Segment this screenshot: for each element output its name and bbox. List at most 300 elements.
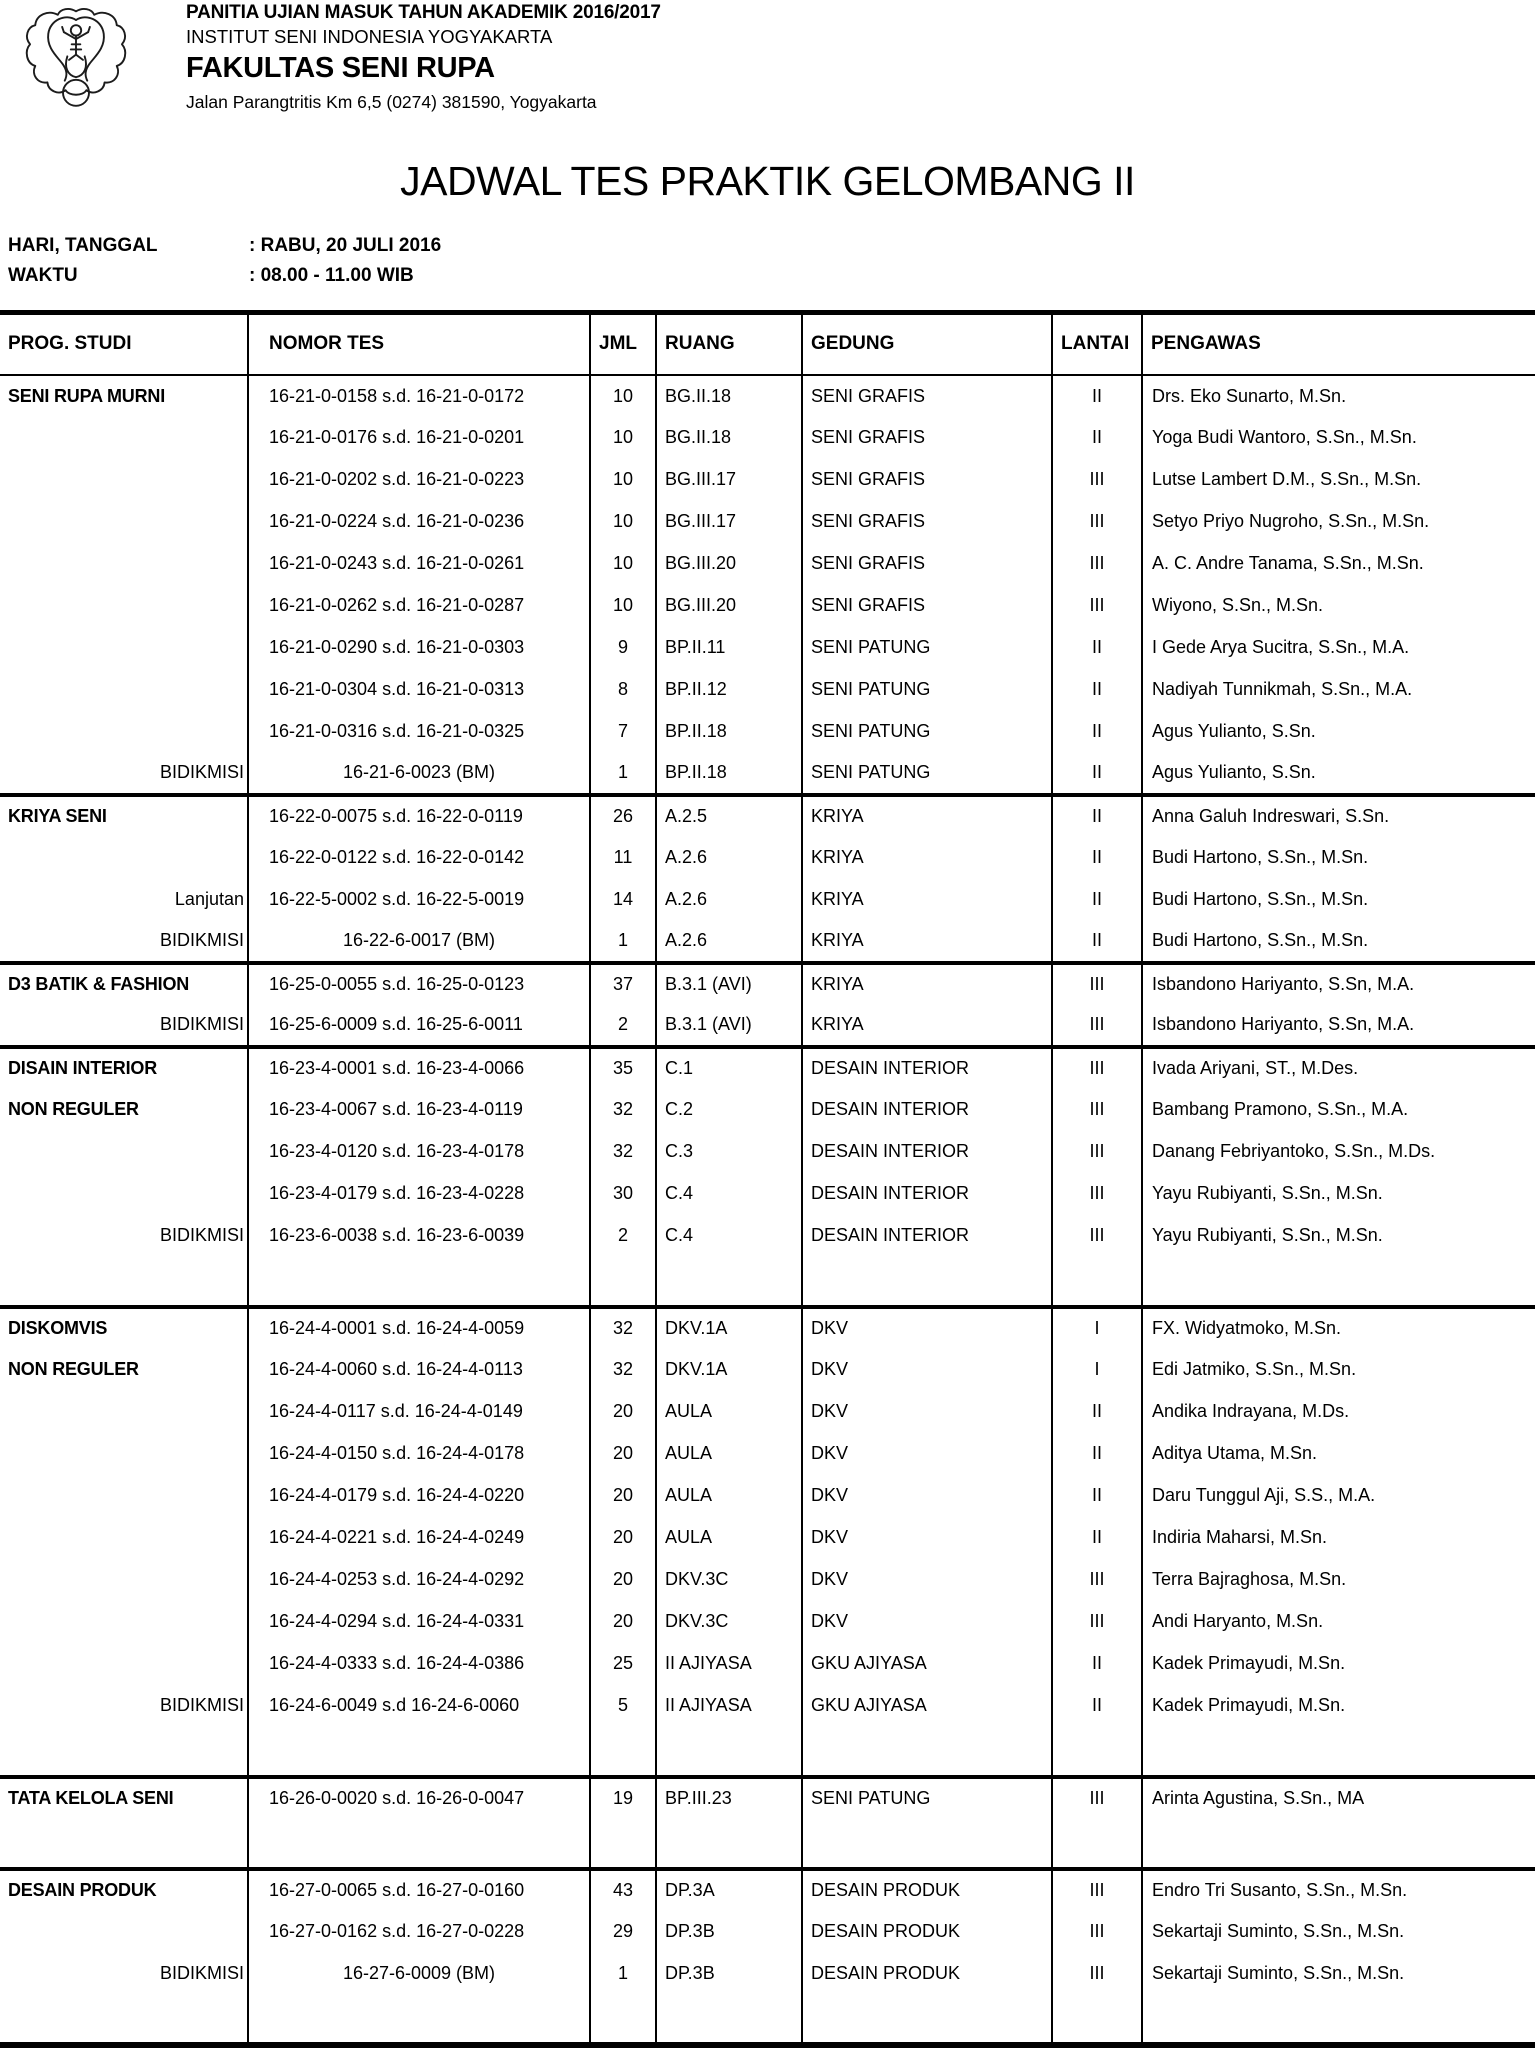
cell-ruang: BG.III.20 xyxy=(656,585,802,627)
time-label: WAKTU xyxy=(8,265,78,286)
cell-prog-studi: DESAIN PRODUK xyxy=(8,1880,157,1900)
cell-prog-studi xyxy=(0,1643,248,1685)
cell-gedung: DESAIN INTERIOR xyxy=(802,1131,1052,1173)
cell-lantai: III xyxy=(1052,585,1142,627)
info-row-time xyxy=(0,261,1535,291)
cell-ruang: C.3 xyxy=(656,1131,802,1173)
cell-lantai: III xyxy=(1052,1131,1142,1173)
spacer-cell xyxy=(590,1257,656,1307)
cell-jml: 2 xyxy=(590,1005,656,1047)
cell-nomor-tes: 16-21-0-0290 s.d. 16-21-0-0303 xyxy=(248,627,590,669)
cell-lantai: II xyxy=(1052,879,1142,921)
cell-jml: 20 xyxy=(590,1601,656,1643)
spacer-cell xyxy=(656,1257,802,1307)
cell-gedung: KRIYA xyxy=(802,837,1052,879)
cell-lantai: II xyxy=(1052,837,1142,879)
cell-jml: 10 xyxy=(590,501,656,543)
cell-ruang: C.4 xyxy=(656,1173,802,1215)
section-tata-kelola-seni xyxy=(0,1777,1535,1869)
cell-pengawas: Aditya Utama, M.Sn. xyxy=(1142,1433,1535,1475)
cell-pengawas: Isbandono Hariyanto, S.Sn, M.A. xyxy=(1142,963,1535,1005)
cell-prog-studi xyxy=(0,417,248,459)
section-kriya-seni xyxy=(0,795,1535,963)
cell-nomor-tes: 16-24-4-0117 s.d. 16-24-4-0149 xyxy=(248,1391,590,1433)
spacer-cell xyxy=(0,1727,248,1777)
spacer-cell xyxy=(1142,1727,1535,1777)
cell-pengawas: Setyo Priyo Nugroho, S.Sn., M.Sn. xyxy=(1142,501,1535,543)
cell-lantai: I xyxy=(1052,1349,1142,1391)
spacer-cell xyxy=(248,1819,590,1869)
cell-gedung: DKV xyxy=(802,1475,1052,1517)
table-row xyxy=(0,1643,1535,1685)
cell-ruang: A.2.6 xyxy=(656,879,802,921)
cell-lantai: III xyxy=(1052,1215,1142,1257)
table-row xyxy=(0,417,1535,459)
cell-ruang: BP.II.11 xyxy=(656,627,802,669)
cell-lantai: II xyxy=(1052,1643,1142,1685)
cell-jml: 30 xyxy=(590,1173,656,1215)
cell-ruang: A.2.5 xyxy=(656,795,802,837)
cell-gedung: SENI GRAFIS xyxy=(802,543,1052,585)
cell-pengawas: Daru Tunggul Aji, S.S., M.A. xyxy=(1142,1475,1535,1517)
column-header-ruang: RUANG xyxy=(656,313,802,375)
cell-jml: 29 xyxy=(590,1911,656,1953)
cell-nomor-tes: 16-21-0-0316 s.d. 16-21-0-0325 xyxy=(248,711,590,753)
cell-gedung: SENI PATUNG xyxy=(802,711,1052,753)
column-header-jml: JML xyxy=(590,313,656,375)
cell-lantai: III xyxy=(1052,1869,1142,1911)
cell-lantai: III xyxy=(1052,1005,1142,1047)
cell-lantai: II xyxy=(1052,753,1142,795)
cell-ruang: BP.III.23 xyxy=(656,1777,802,1819)
cell-pengawas: Kadek Primayudi, M.Sn. xyxy=(1142,1643,1535,1685)
cell-pengawas: Arinta Agustina, S.Sn., MA xyxy=(1142,1777,1535,1819)
cell-lantai: III xyxy=(1052,543,1142,585)
cell-jml: 11 xyxy=(590,837,656,879)
cell-nomor-tes: 16-21-0-0304 s.d. 16-21-0-0313 xyxy=(248,669,590,711)
table-row xyxy=(0,795,1535,837)
cell-jml: 10 xyxy=(590,417,656,459)
cell-nomor-tes: 16-22-6-0017 (BM) xyxy=(248,921,590,963)
cell-pengawas: Agus Yulianto, S.Sn. xyxy=(1142,753,1535,795)
cell-nomor-tes: 16-21-0-0243 s.d. 16-21-0-0261 xyxy=(248,543,590,585)
section-diskomvis xyxy=(0,1307,1535,1777)
cell-jml: 10 xyxy=(590,543,656,585)
table-row xyxy=(0,375,1535,417)
table-row xyxy=(0,921,1535,963)
spacer-row xyxy=(0,1257,1535,1307)
table-row xyxy=(0,1601,1535,1643)
cell-lantai: II xyxy=(1052,375,1142,417)
cell-lantai: I xyxy=(1052,1307,1142,1349)
cell-lantai: II xyxy=(1052,1391,1142,1433)
cell-gedung: DKV xyxy=(802,1559,1052,1601)
cell-prog-studi xyxy=(0,1173,248,1215)
cell-gedung: DKV xyxy=(802,1433,1052,1475)
cell-nomor-tes: 16-27-6-0009 (BM) xyxy=(248,1953,590,1995)
cell-gedung: DKV xyxy=(802,1517,1052,1559)
cell-jml: 14 xyxy=(590,879,656,921)
spacer-cell xyxy=(1142,1819,1535,1869)
table-row xyxy=(0,837,1535,879)
cell-nomor-tes: 16-24-4-0060 s.d. 16-24-4-0113 xyxy=(248,1349,590,1391)
cell-prog-studi: NON REGULER xyxy=(8,1099,139,1119)
cell-ruang: DKV.1A xyxy=(656,1349,802,1391)
cell-nomor-tes: 16-27-0-0162 s.d. 16-27-0-0228 xyxy=(248,1911,590,1953)
spacer-cell xyxy=(1052,1819,1142,1869)
cell-prog-studi: BIDIKMISI xyxy=(159,1963,244,1983)
cell-prog-studi: BIDIKMISI xyxy=(159,1014,244,1034)
cell-pengawas: Edi Jatmiko, S.Sn., M.Sn. xyxy=(1142,1349,1535,1391)
cell-pengawas: Terra Bajraghosa, M.Sn. xyxy=(1142,1559,1535,1601)
cell-ruang: DKV.3C xyxy=(656,1601,802,1643)
cell-nomor-tes: 16-23-4-0179 s.d. 16-23-4-0228 xyxy=(248,1173,590,1215)
cell-nomor-tes: 16-25-0-0055 s.d. 16-25-0-0123 xyxy=(248,963,590,1005)
table-row xyxy=(0,1215,1535,1257)
cell-ruang: AULA xyxy=(656,1391,802,1433)
cell-jml: 10 xyxy=(590,585,656,627)
cell-pengawas: Isbandono Hariyanto, S.Sn, M.A. xyxy=(1142,1005,1535,1047)
cell-nomor-tes: 16-21-0-0176 s.d. 16-21-0-0201 xyxy=(248,417,590,459)
cell-jml: 32 xyxy=(590,1131,656,1173)
table-row xyxy=(0,1307,1535,1349)
cell-lantai: III xyxy=(1052,963,1142,1005)
table-row xyxy=(0,879,1535,921)
cell-gedung: DESAIN PRODUK xyxy=(802,1911,1052,1953)
cell-prog-studi xyxy=(0,543,248,585)
cell-nomor-tes: 16-25-6-0009 s.d. 16-25-6-0011 xyxy=(248,1005,590,1047)
cell-prog-studi xyxy=(0,501,248,543)
cell-jml: 20 xyxy=(590,1391,656,1433)
cell-prog-studi xyxy=(0,1433,248,1475)
cell-prog-studi xyxy=(0,1911,248,1953)
cell-pengawas: Andi Haryanto, M.Sn. xyxy=(1142,1601,1535,1643)
table-row xyxy=(0,1391,1535,1433)
spacer-cell xyxy=(248,1727,590,1777)
cell-gedung: DESAIN INTERIOR xyxy=(802,1215,1052,1257)
cell-lantai: III xyxy=(1052,501,1142,543)
spacer-cell xyxy=(656,1995,802,2045)
cell-ruang: C.4 xyxy=(656,1215,802,1257)
cell-prog-studi: Lanjutan xyxy=(174,889,244,909)
cell-gedung: KRIYA xyxy=(802,795,1052,837)
cell-prog-studi xyxy=(0,711,248,753)
cell-ruang: A.2.6 xyxy=(656,837,802,879)
isi-yogyakarta-emblem-logo xyxy=(24,6,128,112)
cell-jml: 32 xyxy=(590,1349,656,1391)
cell-lantai: II xyxy=(1052,1475,1142,1517)
cell-lantai: III xyxy=(1052,1601,1142,1643)
column-header-prog-studi: PROG. STUDI xyxy=(8,333,132,355)
cell-gedung: DKV xyxy=(802,1307,1052,1349)
cell-lantai: III xyxy=(1052,1089,1142,1131)
spacer-cell xyxy=(656,1819,802,1869)
spacer-cell xyxy=(248,1995,590,2045)
cell-ruang: C.1 xyxy=(656,1047,802,1089)
cell-ruang: BP.II.12 xyxy=(656,669,802,711)
cell-gedung: SENI GRAFIS xyxy=(802,585,1052,627)
table-row xyxy=(0,1047,1535,1089)
cell-prog-studi xyxy=(0,669,248,711)
spacer-cell xyxy=(590,1819,656,1869)
cell-nomor-tes: 16-23-4-0120 s.d. 16-23-4-0178 xyxy=(248,1131,590,1173)
section-d3-batik-fashion xyxy=(0,963,1535,1047)
cell-pengawas: Endro Tri Susanto, S.Sn., M.Sn. xyxy=(1142,1869,1535,1911)
cell-prog-studi: SENI RUPA MURNI xyxy=(8,385,166,406)
cell-pengawas: Ivada Ariyani, ST., M.Des. xyxy=(1142,1047,1535,1089)
cell-ruang: II AJIYASA xyxy=(656,1643,802,1685)
cell-gedung: DESAIN INTERIOR xyxy=(802,1089,1052,1131)
cell-prog-studi xyxy=(0,1391,248,1433)
cell-ruang: BG.III.17 xyxy=(656,459,802,501)
table-row xyxy=(0,627,1535,669)
cell-ruang: BG.II.18 xyxy=(656,375,802,417)
spacer-cell xyxy=(656,1727,802,1777)
cell-lantai: II xyxy=(1052,1433,1142,1475)
table-row xyxy=(0,1005,1535,1047)
address-line: Jalan Parangtritis Km 6,5 (0274) 381590, Yogyakarta xyxy=(186,92,597,112)
cell-prog-studi: DISAIN INTERIOR xyxy=(8,1058,158,1078)
cell-lantai: II xyxy=(1052,795,1142,837)
cell-gedung: SENI PATUNG xyxy=(802,1777,1052,1819)
cell-prog-studi xyxy=(0,1517,248,1559)
cell-pengawas: Budi Hartono, S.Sn., M.Sn. xyxy=(1142,921,1535,963)
cell-lantai: II xyxy=(1052,627,1142,669)
cell-nomor-tes: 16-24-4-0221 s.d. 16-24-4-0249 xyxy=(248,1517,590,1559)
table-row xyxy=(0,1559,1535,1601)
cell-jml: 10 xyxy=(590,375,656,417)
cell-jml: 10 xyxy=(590,459,656,501)
cell-nomor-tes: 16-23-4-0001 s.d. 16-23-4-0066 xyxy=(248,1047,590,1089)
cell-pengawas: Sekartaji Suminto, S.Sn., M.Sn. xyxy=(1142,1911,1535,1953)
cell-lantai: II xyxy=(1052,921,1142,963)
cell-pengawas: Budi Hartono, S.Sn., M.Sn. xyxy=(1142,837,1535,879)
cell-jml: 43 xyxy=(590,1869,656,1911)
cell-lantai: III xyxy=(1052,1953,1142,1995)
cell-ruang: DKV.3C xyxy=(656,1559,802,1601)
cell-prog-studi: BIDIKMISI xyxy=(159,762,244,782)
cell-nomor-tes: 16-26-0-0020 s.d. 16-26-0-0047 xyxy=(248,1777,590,1819)
cell-nomor-tes: 16-22-0-0075 s.d. 16-22-0-0119 xyxy=(248,795,590,837)
cell-lantai: II xyxy=(1052,669,1142,711)
table-row xyxy=(0,1433,1535,1475)
cell-pengawas: Drs. Eko Sunarto, M.Sn. xyxy=(1142,375,1535,417)
cell-pengawas: Bambang Pramono, S.Sn., M.A. xyxy=(1142,1089,1535,1131)
cell-gedung: SENI PATUNG xyxy=(802,669,1052,711)
spacer-row xyxy=(0,1819,1535,1869)
cell-pengawas: Budi Hartono, S.Sn., M.Sn. xyxy=(1142,879,1535,921)
cell-prog-studi xyxy=(0,627,248,669)
spacer-cell xyxy=(590,1995,656,2045)
cell-pengawas: Agus Yulianto, S.Sn. xyxy=(1142,711,1535,753)
cell-prog-studi: BIDIKMISI xyxy=(159,930,244,950)
cell-prog-studi: DISKOMVIS xyxy=(8,1318,108,1338)
cell-nomor-tes: 16-21-0-0158 s.d. 16-21-0-0172 xyxy=(248,375,590,417)
spacer-row xyxy=(0,1995,1535,2045)
table-row xyxy=(0,1953,1535,1995)
cell-prog-studi xyxy=(0,1559,248,1601)
cell-prog-studi xyxy=(0,459,248,501)
cell-ruang: BP.II.18 xyxy=(656,711,802,753)
cell-jml: 20 xyxy=(590,1559,656,1601)
cell-jml: 1 xyxy=(590,921,656,963)
table-row xyxy=(0,1911,1535,1953)
spacer-cell xyxy=(0,1819,248,1869)
cell-pengawas: Indiria Maharsi, M.Sn. xyxy=(1142,1517,1535,1559)
cell-ruang: AULA xyxy=(656,1433,802,1475)
cell-ruang: A.2.6 xyxy=(656,921,802,963)
cell-pengawas: Lutse Lambert D.M., S.Sn., M.Sn. xyxy=(1142,459,1535,501)
cell-gedung: DESAIN PRODUK xyxy=(802,1953,1052,1995)
column-header-nomor-tes: NOMOR TES xyxy=(248,313,590,375)
cell-pengawas: Anna Galuh Indreswari, S.Sn. xyxy=(1142,795,1535,837)
cell-gedung: GKU AJIYASA xyxy=(802,1643,1052,1685)
cell-gedung: KRIYA xyxy=(802,963,1052,1005)
cell-jml: 20 xyxy=(590,1517,656,1559)
cell-pengawas: Yoga Budi Wantoro, S.Sn., M.Sn. xyxy=(1142,417,1535,459)
cell-lantai: III xyxy=(1052,1559,1142,1601)
table-row xyxy=(0,1089,1535,1131)
cell-nomor-tes: 16-21-0-0224 s.d. 16-21-0-0236 xyxy=(248,501,590,543)
table-row xyxy=(0,1685,1535,1727)
table-row xyxy=(0,1131,1535,1173)
cell-jml: 2 xyxy=(590,1215,656,1257)
cell-nomor-tes: 16-23-4-0067 s.d. 16-23-4-0119 xyxy=(248,1089,590,1131)
cell-ruang: II AJIYASA xyxy=(656,1685,802,1727)
cell-nomor-tes: 16-22-0-0122 s.d. 16-22-0-0142 xyxy=(248,837,590,879)
cell-lantai: II xyxy=(1052,1517,1142,1559)
table-row xyxy=(0,459,1535,501)
column-header-gedung: GEDUNG xyxy=(802,313,1052,375)
column-header-lantai: LANTAI xyxy=(1052,313,1142,375)
cell-jml: 25 xyxy=(590,1643,656,1685)
spacer-cell xyxy=(1052,1995,1142,2045)
cell-pengawas: Kadek Primayudi, M.Sn. xyxy=(1142,1685,1535,1727)
cell-nomor-tes: 16-24-4-0253 s.d. 16-24-4-0292 xyxy=(248,1559,590,1601)
cell-ruang: AULA xyxy=(656,1517,802,1559)
cell-ruang: AULA xyxy=(656,1475,802,1517)
cell-ruang: BG.III.20 xyxy=(656,543,802,585)
spacer-cell xyxy=(0,1257,248,1307)
table-row xyxy=(0,585,1535,627)
table-row xyxy=(0,501,1535,543)
date-label: HARI, TANGGAL xyxy=(8,235,158,256)
table-row xyxy=(0,1869,1535,1911)
cell-prog-studi: KRIYA SENI xyxy=(8,806,107,826)
cell-lantai: III xyxy=(1052,1777,1142,1819)
spacer-cell xyxy=(0,1995,248,2045)
cell-nomor-tes: 16-23-6-0038 s.d. 16-23-6-0039 xyxy=(248,1215,590,1257)
cell-jml: 9 xyxy=(590,627,656,669)
cell-ruang: C.2 xyxy=(656,1089,802,1131)
faculty-name: FAKULTAS SENI RUPA xyxy=(186,52,495,84)
cell-jml: 32 xyxy=(590,1089,656,1131)
column-header-pengawas: PENGAWAS xyxy=(1142,313,1535,375)
cell-prog-studi xyxy=(0,1475,248,1517)
cell-gedung: DESAIN INTERIOR xyxy=(802,1047,1052,1089)
cell-ruang: DP.3B xyxy=(656,1911,802,1953)
cell-pengawas: Yayu Rubiyanti, S.Sn., M.Sn. xyxy=(1142,1215,1535,1257)
table-row xyxy=(0,1475,1535,1517)
table-row xyxy=(0,1173,1535,1215)
cell-ruang: DP.3A xyxy=(656,1869,802,1911)
section-disain-interior xyxy=(0,1047,1535,1307)
cell-ruang: BP.II.18 xyxy=(656,753,802,795)
spacer-cell xyxy=(802,1727,1052,1777)
cell-prog-studi: BIDIKMISI xyxy=(159,1225,244,1245)
cell-ruang: BG.III.17 xyxy=(656,501,802,543)
cell-jml: 5 xyxy=(590,1685,656,1727)
cell-pengawas: Andika Indrayana, M.Ds. xyxy=(1142,1391,1535,1433)
cell-lantai: III xyxy=(1052,459,1142,501)
cell-nomor-tes: 16-24-6-0049 s.d 16-24-6-0060 xyxy=(248,1685,590,1727)
spacer-cell xyxy=(802,1257,1052,1307)
section-desain-produk xyxy=(0,1869,1535,2045)
schedule-table xyxy=(0,310,1535,2048)
cell-pengawas: Wiyono, S.Sn., M.Sn. xyxy=(1142,585,1535,627)
cell-ruang: BG.II.18 xyxy=(656,417,802,459)
table-row xyxy=(0,711,1535,753)
cell-lantai: II xyxy=(1052,711,1142,753)
cell-lantai: II xyxy=(1052,417,1142,459)
committee-name: PANITIA UJIAN MASUK TAHUN AKADEMIK 2016/2017 xyxy=(186,2,661,23)
table-row xyxy=(0,1517,1535,1559)
cell-pengawas: Yayu Rubiyanti, S.Sn., M.Sn. xyxy=(1142,1173,1535,1215)
cell-nomor-tes: 16-21-6-0023 (BM) xyxy=(248,753,590,795)
cell-jml: 26 xyxy=(590,795,656,837)
spacer-cell xyxy=(802,1819,1052,1869)
cell-pengawas: A. C. Andre Tanama, S.Sn., M.Sn. xyxy=(1142,543,1535,585)
cell-pengawas: Nadiyah Tunnikmah, S.Sn., M.A. xyxy=(1142,669,1535,711)
cell-gedung: SENI GRAFIS xyxy=(802,459,1052,501)
cell-prog-studi xyxy=(0,1131,248,1173)
cell-pengawas: Sekartaji Suminto, S.Sn., M.Sn. xyxy=(1142,1953,1535,1995)
cell-gedung: KRIYA xyxy=(802,921,1052,963)
cell-prog-studi: NON REGULER xyxy=(8,1359,139,1379)
cell-gedung: SENI GRAFIS xyxy=(802,375,1052,417)
cell-nomor-tes: 16-24-4-0333 s.d. 16-24-4-0386 xyxy=(248,1643,590,1685)
spacer-cell xyxy=(802,1995,1052,2045)
info-block xyxy=(0,231,1535,291)
spacer-cell xyxy=(590,1727,656,1777)
cell-pengawas: Danang Febriyantoko, S.Sn., M.Ds. xyxy=(1142,1131,1535,1173)
cell-nomor-tes: 16-24-4-0294 s.d. 16-24-4-0331 xyxy=(248,1601,590,1643)
cell-gedung: DESAIN PRODUK xyxy=(802,1869,1052,1911)
cell-jml: 7 xyxy=(590,711,656,753)
cell-gedung: SENI PATUNG xyxy=(802,627,1052,669)
cell-prog-studi: D3 BATIK & FASHION xyxy=(8,974,190,994)
table-row xyxy=(0,963,1535,1005)
cell-nomor-tes: 16-24-4-0179 s.d. 16-24-4-0220 xyxy=(248,1475,590,1517)
table-header-row xyxy=(0,313,1535,375)
cell-jml: 32 xyxy=(590,1307,656,1349)
cell-lantai: II xyxy=(1052,1685,1142,1727)
spacer-cell xyxy=(1142,1257,1535,1307)
cell-pengawas: FX. Widyatmoko, M.Sn. xyxy=(1142,1307,1535,1349)
cell-ruang: DKV.1A xyxy=(656,1307,802,1349)
cell-nomor-tes: 16-22-5-0002 s.d. 16-22-5-0019 xyxy=(248,879,590,921)
date-value: : RABU, 20 JULI 2016 xyxy=(249,235,442,256)
cell-gedung: DKV xyxy=(802,1391,1052,1433)
cell-jml: 35 xyxy=(590,1047,656,1089)
spacer-cell xyxy=(248,1257,590,1307)
table-row xyxy=(0,1349,1535,1391)
cell-ruang: B.3.1 (AVI) xyxy=(656,963,802,1005)
cell-gedung: KRIYA xyxy=(802,1005,1052,1047)
table-row xyxy=(0,753,1535,795)
cell-gedung: KRIYA xyxy=(802,879,1052,921)
cell-prog-studi xyxy=(0,1601,248,1643)
